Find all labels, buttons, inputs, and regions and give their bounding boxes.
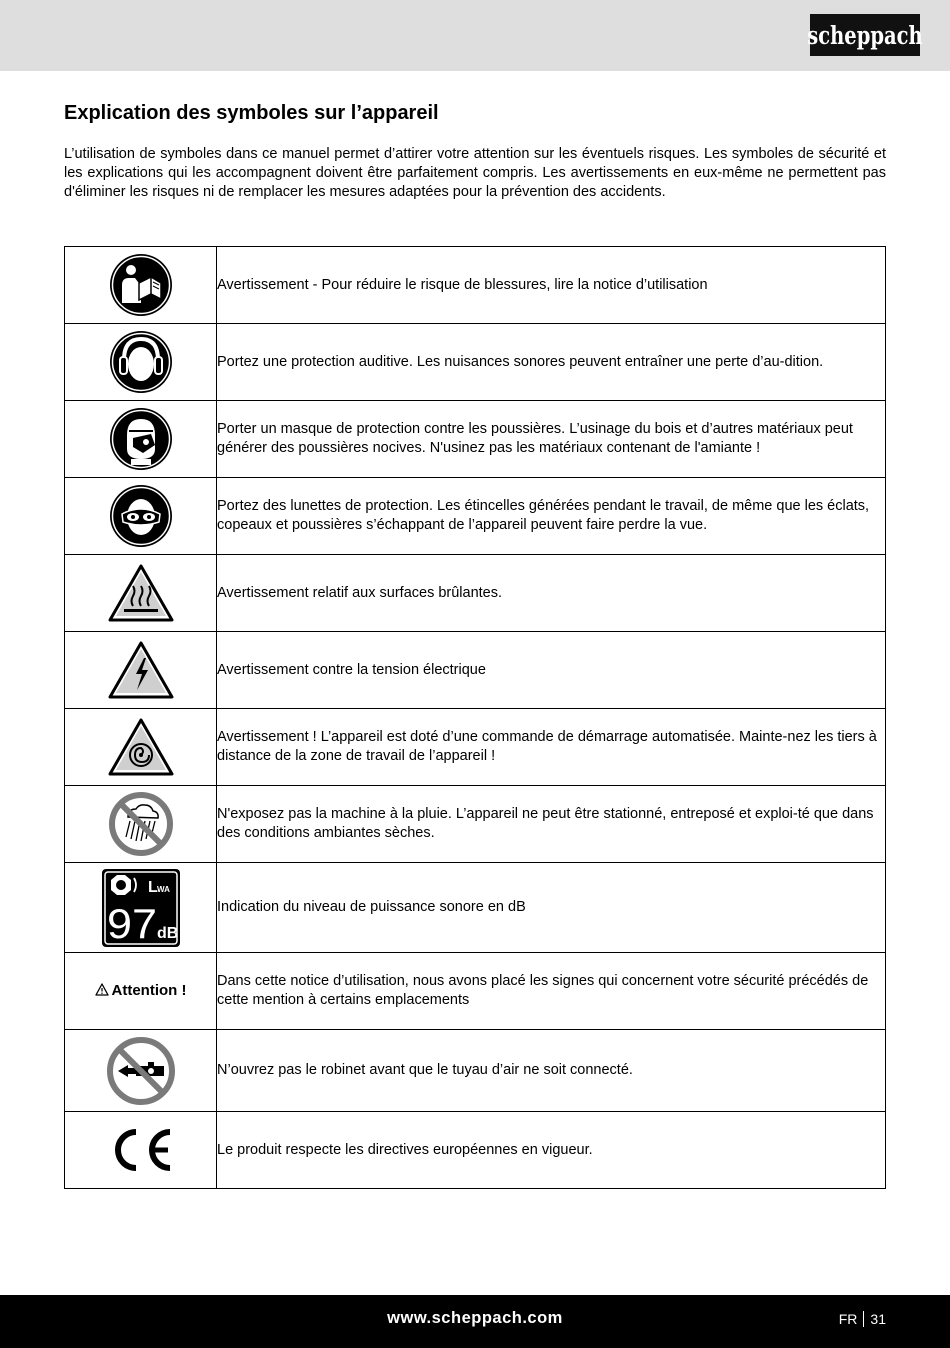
table-row	[65, 324, 886, 401]
icon-cell	[65, 401, 217, 478]
page-number: 31	[870, 1311, 886, 1327]
sound-level-sub: WA	[156, 884, 170, 894]
table-row	[65, 555, 886, 632]
symbol-description: Le produit respecte les directives européennes en vigueur.	[217, 1112, 886, 1189]
icon-cell	[65, 786, 217, 863]
icon-cell	[65, 953, 217, 1030]
intro-paragraph: L’utilisation de symboles dans ce manuel permet d’attirer votre attention sur les éventuels risques. Les symboles de sécurité et les explications qui les accompagnent doivent être parfaitement compris. Les avertissements en eux-même ne permettent pas d'éliminer les risques ni de remplacer les mesures adaptées pour la prévention des accidents.	[64, 146, 886, 200]
sound-level-unit: dB	[156, 924, 178, 942]
table-row	[65, 1030, 886, 1112]
no-open-valve-icon	[106, 1036, 176, 1106]
table-row	[65, 863, 886, 953]
symbol-description: Porter un masque de protection contre les poussières. L’usinage du bois et d’autres matériaux peut générer des poussières nocives. N'usinez pas les matériaux contenant de l'amiante !	[217, 401, 886, 478]
table-row	[65, 786, 886, 863]
table-row	[65, 1112, 886, 1189]
icon-cell	[65, 324, 217, 401]
symbol-description: Avertissement contre la tension électrique	[217, 632, 886, 709]
symbol-description: N'exposez pas la machine à la pluie. L’appareil ne peut être stationné, entreposé et exploi-té que dans des conditions ambiantes sèches.	[217, 786, 886, 863]
symbol-description: Portez une protection auditive. Les nuisances sonores peuvent entraîner une perte d’au-dition.	[217, 324, 886, 401]
no-rain-icon	[108, 791, 174, 857]
symbol-description: Avertissement ! L’appareil est doté d’une commande de démarrage automatisée. Mainte-nez les tiers à distance de la zone de travail de l’appareil !	[217, 709, 886, 786]
symbols-table	[64, 246, 886, 1189]
ce-mark-icon	[108, 1126, 174, 1174]
ear-protection-icon	[109, 330, 173, 394]
table-row	[65, 478, 886, 555]
icon-cell	[65, 1030, 217, 1112]
icon-cell	[65, 478, 217, 555]
table-row	[65, 401, 886, 478]
icon-cell	[65, 555, 217, 632]
icon-cell	[65, 632, 217, 709]
sound-level-value: 97	[106, 899, 157, 947]
table-row	[65, 632, 886, 709]
brand-logo: scheppach	[810, 14, 920, 56]
symbol-description: Portez des lunettes de protection. Les étincelles générées pendant le travail, de même que les éclats, copeaux et poussières s’échappant de l’appareil peuvent faire perdre la vue.	[217, 478, 886, 555]
dust-mask-icon	[109, 407, 173, 471]
symbol-description: Indication du niveau de puissance sonore en dB	[217, 863, 886, 953]
table-row	[65, 247, 886, 324]
read-manual-icon	[109, 253, 173, 317]
symbol-description: Dans cette notice d’utilisation, nous avons placé les signes qui concernent votre sécurité précédés de cette mention à certains emplacements	[217, 953, 886, 1030]
automatic-start-icon	[108, 717, 174, 777]
footer-bar	[0, 1295, 950, 1348]
safety-goggles-icon	[109, 484, 173, 548]
icon-cell	[65, 247, 217, 324]
symbol-description: N’ouvrez pas le robinet avant que le tuyau d’air ne soit connecté.	[217, 1030, 886, 1112]
symbol-description: Avertissement - Pour réduire le risque de blessures, lire la notice d’utilisation	[217, 247, 886, 324]
sound-level-label: L	[147, 878, 158, 896]
electric-voltage-icon	[108, 640, 174, 700]
warning-triangle-icon	[95, 983, 109, 996]
hot-surface-icon	[108, 563, 174, 623]
icon-cell	[65, 1112, 217, 1189]
sound-power-icon	[101, 868, 181, 948]
symbol-description: Avertissement relatif aux surfaces brûlantes.	[217, 555, 886, 632]
page-indicator	[839, 1311, 886, 1327]
table-row	[65, 709, 886, 786]
attention-label	[95, 982, 187, 999]
table-row	[65, 953, 886, 1030]
icon-cell	[65, 863, 217, 953]
website-url: www.scheppach.com	[387, 1309, 563, 1327]
attention-text: Attention !	[111, 982, 187, 999]
page-title: Explication des symboles sur l’appareil	[64, 102, 439, 124]
icon-cell	[65, 709, 217, 786]
language-code: FR	[838, 1311, 858, 1327]
header-bar	[0, 0, 950, 71]
separator	[863, 1311, 864, 1327]
